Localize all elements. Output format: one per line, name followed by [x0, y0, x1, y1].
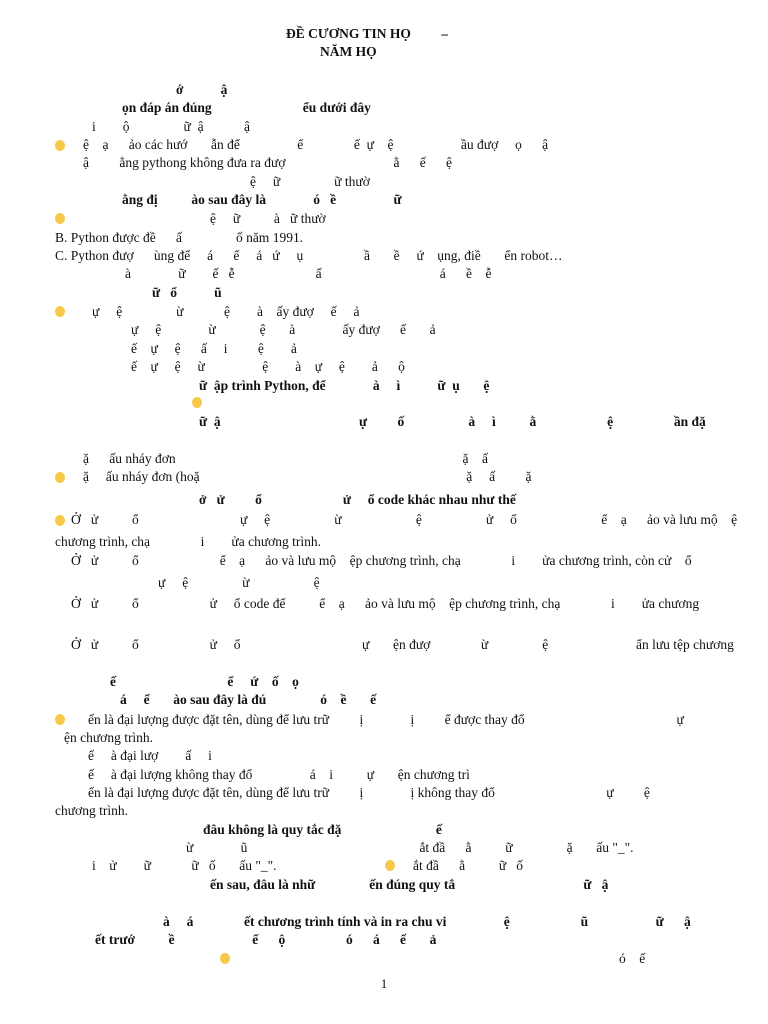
question-8: ến sau, đâu là nhữ ến đúng quy tắ ữ ậ: [210, 877, 609, 892]
option-c: ế à đại lượng không thay đổ á i ự ện chương trì: [88, 767, 470, 782]
question-2: ằng đị ào sau đây là ó ề ữ: [122, 192, 402, 207]
option-d: à ữ ế ễ ấ á ề ễ: [125, 266, 492, 281]
option-d: ến là đại lượng được đặt tên, dùng để lưu trữ ị ị không thay đổ ự ệ: [88, 785, 650, 800]
option-a: Ở ử ổ ự ệ ừ ệ ử ổ ể ạ ảo và lưu mộ ệ: [71, 512, 738, 527]
option-b: ự ệ ừ ệ à ấy đượ ế ả: [131, 322, 436, 337]
option-c: C. Python đượ ùng để á ể á ứ ụ ầ ề ứ ụng, điề ển robot…: [55, 248, 563, 263]
question-7: đâu không là quy tắc đặ ế: [203, 822, 442, 837]
option-a: ặ ấu nháy đơn ặ ấ: [83, 451, 488, 466]
section-heading: ế ể ứ ố ọ: [110, 674, 299, 689]
question-9-continued: ết trướ ề ể ộ ó á ế ả: [95, 932, 437, 947]
answer-highlight-marker: [55, 213, 65, 224]
answer-highlight-marker: [55, 140, 65, 151]
document-title: ĐỀ CƯƠNG TIN HỌ –: [286, 26, 449, 41]
option-a: ến là đại lượng được đặt tên, dùng để lưu trữ ị ị ể được thay đổ ự: [88, 712, 684, 727]
page-number: 1: [380, 976, 388, 991]
option-d: ắt đầ ằ ữ ố: [413, 858, 524, 873]
answer-highlight-marker: [220, 953, 230, 964]
question-4: ữ ập trình Python, để à ì ữ ụ ệ: [199, 378, 490, 393]
answer-highlight-marker: [55, 306, 65, 317]
options-a-b: ừ ũ ắt đầ ằ ữ ặ ấu "_".: [186, 840, 634, 855]
answer-highlight-marker: [385, 860, 395, 871]
question-5: ở ử ổ ử ổ code khác nhau như thế: [199, 492, 516, 507]
question-4-continued: ữ ậ ự ố à ì ằ ệ ần đặ: [199, 414, 706, 429]
question-3: ữ ổ ũ: [152, 285, 222, 300]
option-b: ặ ấu nháy đơn (hoặ ặ ấ ặ: [83, 469, 532, 484]
answer-highlight-marker: [55, 714, 65, 725]
option-c: Ở ử ổ ử ổ code để ể ạ ảo và lưu mộ ệp chương trình, chạ i ửa chương: [71, 596, 700, 611]
option-d-continued: chương trình.: [55, 803, 128, 818]
option-b: Ở ử ổ ể ạ ảo và lưu mộ ệp chương trình, chạ i ửa chương trình, còn cử ổ: [71, 553, 692, 568]
option-c: i ử ữ ữ ố ấu "_".: [92, 858, 277, 873]
document-subtitle: NĂM HỌ: [320, 44, 377, 59]
question-6: á ể ào sau đây là đú ó ề ế: [120, 692, 377, 707]
option-a: ệ ạ ảo các hướ ẫn để ể ế ự ệ ầu đượ ọ ậ: [83, 137, 549, 152]
option-b-continued: ự ệ ừ ệ: [158, 575, 320, 590]
option-b: B. Python được đề ấ ố năm 1991.: [55, 230, 304, 245]
question-1: i ộ ữ ậ ậ: [92, 119, 251, 134]
option-a-continued: ện chương trình.: [64, 730, 154, 745]
answer-highlight-marker: [55, 515, 65, 526]
option-b: ế à đại lượ ấ i: [88, 748, 212, 763]
option-c: ệ ữ ữ thườ: [250, 174, 370, 189]
option-a-continued: chương trình, chạ i ửa chương trình.: [55, 534, 322, 549]
option-c: ế ự ệ ấ i ệ ả: [131, 341, 297, 356]
option-d: ế ự ệ ừ ệ à ự ệ ả ộ: [131, 359, 405, 374]
option-b: ậ ằng pythong không đưa ra đượ ằ ế ệ: [83, 155, 452, 170]
option-d: Ở ử ổ ử ổ ự ện đượ ừ ệ ẩn lưu tệp chương: [71, 637, 734, 652]
answer-text: ó ế: [619, 951, 646, 966]
question-9: à á ết chương trình tính và in ra chu vi ệ ũ ữ ậ: [163, 914, 691, 929]
answer-highlight-marker: [55, 472, 65, 483]
option-a: ệ ữ à ữ thườ: [210, 211, 326, 226]
instruction: ọn đáp án đúng ểu dưới đây: [122, 100, 371, 115]
option-a: ự ệ ừ ệ à ấy đượ ế ả: [92, 304, 360, 319]
answer-highlight-marker: [192, 397, 202, 408]
section-heading: ớ ậ: [176, 82, 228, 97]
